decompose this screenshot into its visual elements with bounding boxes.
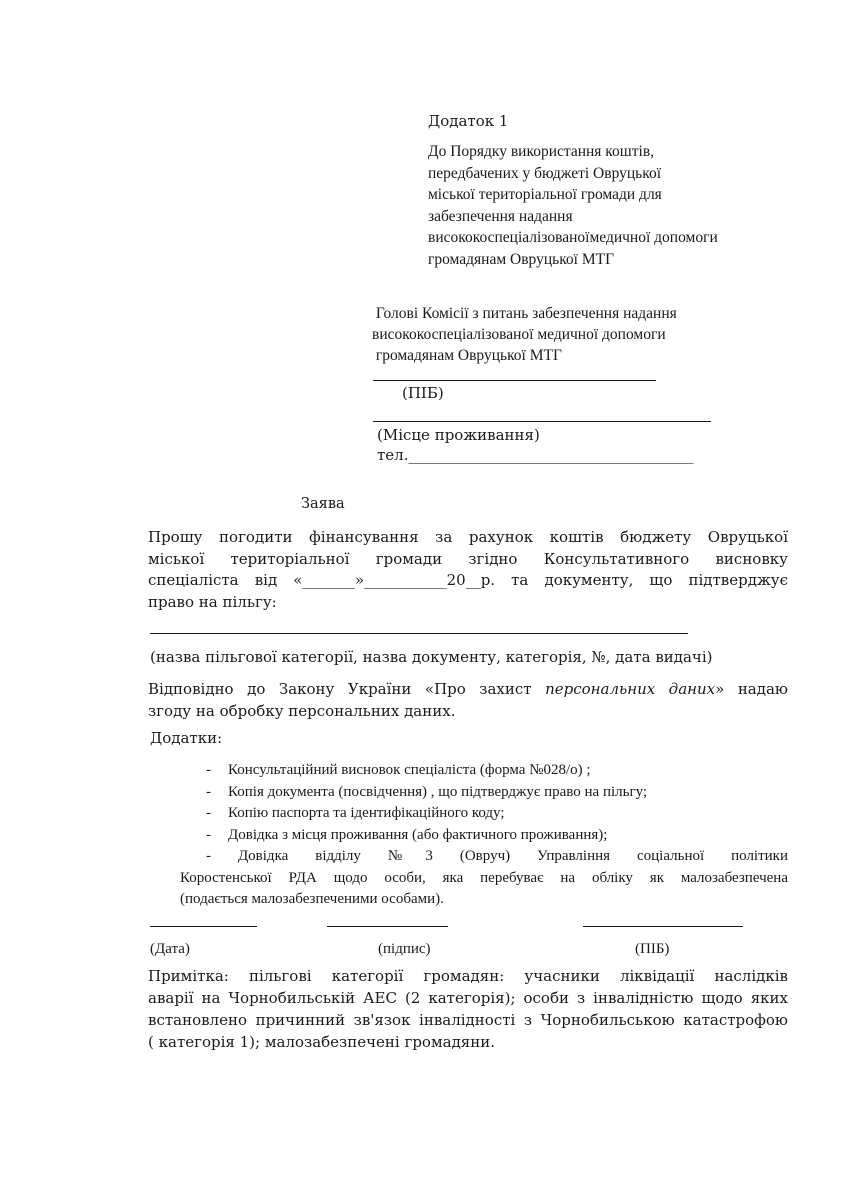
note-line: встановлено причинний зв'язок інвалідності з Чорнобильською катастрофою (148, 1011, 788, 1029)
pib-fill-line[interactable] (373, 380, 656, 381)
consent-paragraph (148, 679, 788, 722)
pib-label: (ПІБ) (402, 384, 444, 402)
attachment-continuation (180, 868, 788, 890)
attachment-text: Коростенської РДА щодо особи, яка перебуває на обліку як малозабезпечена (180, 869, 788, 886)
date-label: (Дата) (150, 941, 190, 957)
consent-line-2: згоду на обробку персональних даних. (148, 701, 456, 720)
statement-title: Заява (301, 496, 345, 512)
appendix-title: Додаток 1 (428, 112, 509, 130)
appendix-description (428, 141, 808, 270)
signature-pib-label: (ПІБ) (635, 941, 670, 957)
date-fill-line[interactable] (150, 926, 257, 927)
appendix-line: забезпечення надання (428, 207, 573, 225)
attachment-text: - Довідка відділу №3 (Овруч) Управління соціальної політики (206, 848, 788, 864)
consent-italic-text: персональних даних (545, 680, 716, 698)
signature-fill-line[interactable] (327, 926, 448, 927)
list-dash: - (206, 805, 211, 821)
list-dash: - (206, 826, 211, 843)
request-paragraph (148, 527, 788, 613)
attachment-text: Довідка з місця проживання (або фактичного проживання); (228, 826, 608, 843)
category-fill-line[interactable] (150, 633, 688, 634)
residence-label: (Місце проживання) (377, 426, 540, 444)
consent-text: Відповідно до Закону України «Про захист (148, 680, 546, 698)
sign-label: (підпис) (378, 941, 431, 957)
note-line: аварії на Чорнобильській АЕС (2 категорія); особи з інвалідністю щодо яких (148, 989, 788, 1007)
note-paragraph (148, 965, 788, 1053)
consent-text: » надаю (715, 680, 788, 698)
attachment-text: Копія документа (посвідчення) , що підтверджує право на пільгу; (228, 783, 648, 800)
addressee-block (372, 303, 812, 366)
list-dash: - (206, 783, 211, 800)
addressee-line: висококоспеціалізованої медичної допомоги (372, 326, 666, 343)
signature-pib-fill-line[interactable] (583, 926, 743, 927)
attachment-item (180, 825, 788, 847)
attachment-item (180, 846, 788, 868)
attachments-list (180, 760, 788, 911)
request-line: право на пільгу: (148, 592, 277, 611)
appendix-line: До Порядку використання коштів, (428, 143, 655, 160)
appendix-line: громадянам Овруцької МТГ (428, 250, 615, 268)
request-line: спеціаліста від «_______»___________20__р. та документу, що підтверджує (148, 571, 788, 589)
note-line: ( категорія 1); малозабезпечені громадяни. (148, 1033, 496, 1051)
attachment-item (180, 782, 788, 804)
attachment-continuation: (подається малозабезпеченими особами). (180, 891, 444, 907)
attachments-title: Додатки: (150, 729, 223, 747)
attachment-text: Копію паспорта та ідентифікаційного коду; (228, 805, 505, 821)
list-dash: - (206, 762, 211, 778)
attachment-text: Консультаційний висновок спеціаліста (форма №028/о) ; (228, 762, 591, 778)
attachment-item (180, 803, 788, 825)
consent-line-1 (148, 679, 788, 701)
appendix-line: висококоспеціалізованоїмедичної допомоги (428, 229, 718, 246)
category-note: (назва пільгової категорії, назва документу, категорія, №, дата видачі) (150, 648, 713, 666)
request-line: Прошу погодити фінансування за рахунок коштів бюджету Овруцької (148, 528, 788, 546)
appendix-line: міської територіальної громади для (428, 186, 662, 203)
attachment-item (180, 760, 788, 782)
residence-fill-line[interactable] (373, 421, 711, 422)
phone-field[interactable]: тел.______________________________________ (377, 446, 694, 464)
addressee-line: Голові Комісії з питань забезпечення надання (372, 305, 677, 322)
note-line: Примітка: пільгові категорії громадян: учасники ліквідації наслідків (148, 967, 788, 985)
request-line: міської територіальної громади згідно Консультативного висновку (148, 549, 788, 568)
appendix-line: передбачених у бюджеті Овруцької (428, 164, 662, 182)
addressee-line: громадянам Овруцької МТГ (372, 347, 562, 364)
